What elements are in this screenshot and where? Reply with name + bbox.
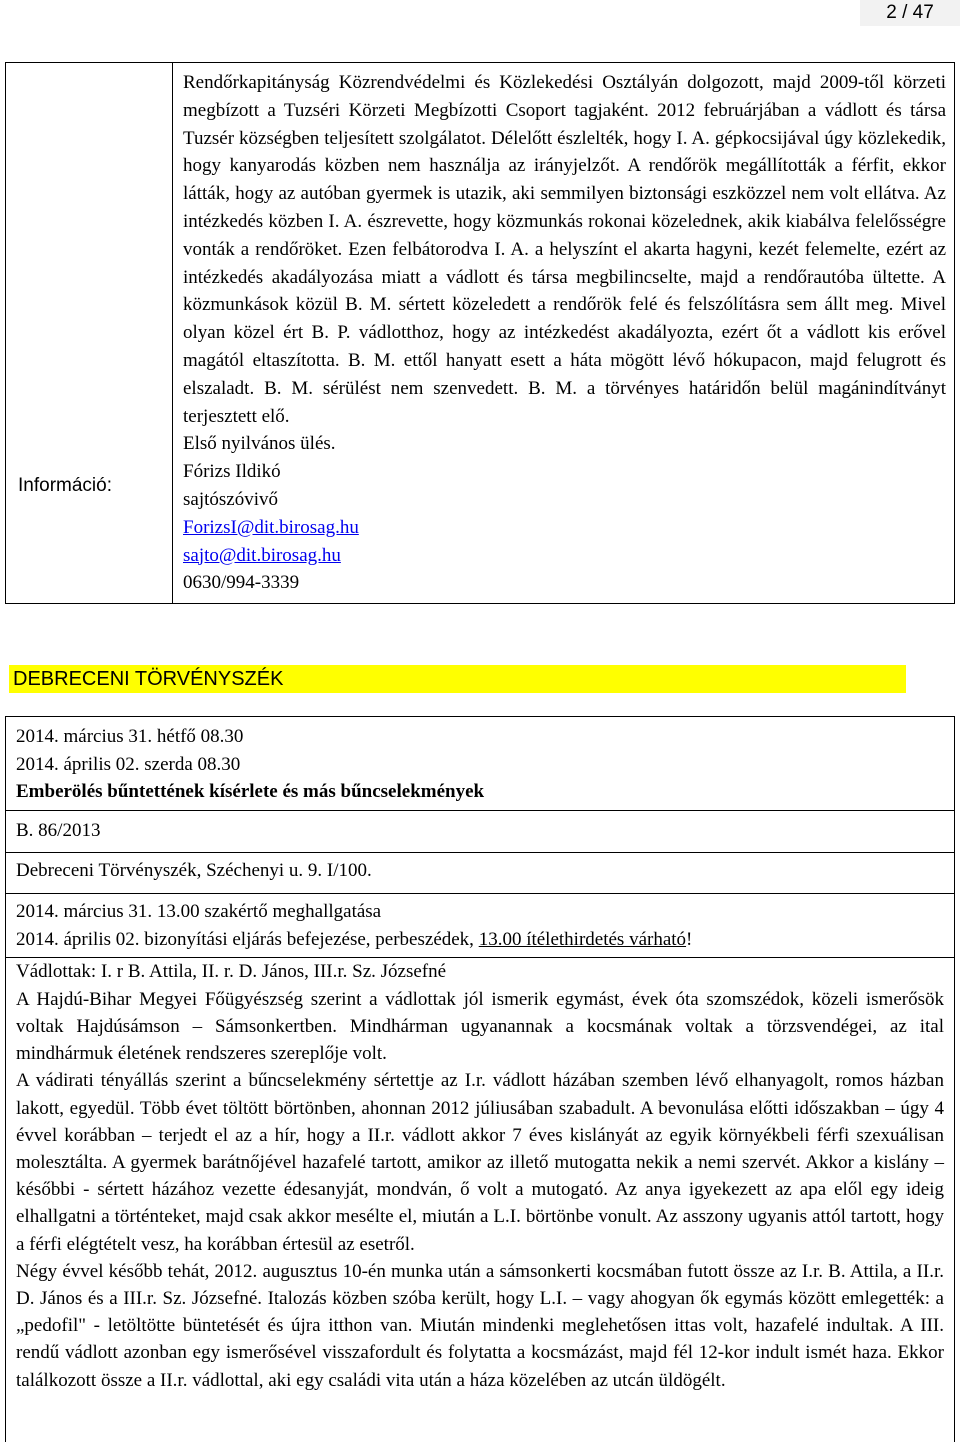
case-date-2: 2014. április 02. szerda 08.30	[16, 753, 241, 775]
contact-role: sajtószóvivő	[183, 488, 278, 510]
court-heading: DEBRECENI TÖRVÉNYSZÉK	[9, 665, 906, 693]
case-date-1: 2014. március 31. hétfő 08.30	[16, 726, 244, 747]
info-description: Rendőrkapitányság Közrendvédelmi és Közlekedési Osztályán dolgozott, majd 2009-től körzeti megbízott a Tuzséri Körzeti Megbízotti Csoport tagjaként. 2012 februárjában a vádlott és társa Tuzsér községben teljesített szolgálatot. Délelőtt észlelték, hogy I. A. gépkocsijával úgy közlekedik, hogy kanyarodás közben nem használja az irányjelzőt. A rendőrök megállították a férfit, ekkor látták, hogy az autóban gyermek is utazik, aki semmilyen biztonsági eszközzel nem volt ellátva. Az intézkedés közben I. A. észrevette, hogy közmunkás rokonai közelednek, akik kiabálva felelősségre vonták a rendőröket. Ezen felbátorodva I. A. a helyszínt el akarta hagyni, kezét felemelte, ezért az intézkedés akadályozása miatt a vádlott és társa megbilincselte, majd a rendőrautóba ültette. A közmunkások közül B. M. sértett közeledett a rendőrök felé és felszólításra sem állt meg. Mivel olyan közel ért B. P. vádlotthoz, hogy az intézkedést akadályozta, ezért őt a vádlott kis erővel magától eltaszította. B. M. ettől hanyatt esett a háta mögött lévő hókupacon, majd felugrott és elszaladt. B. M. sérülést nem szenvedett. B. M. a törvényes határidőn belül magánindítványt terjesztett elő.	[183, 72, 946, 427]
contact-name: Fórizs Ildikó	[183, 461, 281, 483]
case-paragraph-2: A vádirati tényállás szerint a bűncselekmény sértettje az I.r. vádlott házában szemben lévő elhanyagolt, romos házban lakott, egyedül. Több évet töltött börtönben, ahonnan 2012 júliusában szabadult. A bevonulása előtti időszakban – úgy 4 évvel korábban – terjedt el az a hír, hogy a II.r. vádlott akkor 7 éves kislányát az egyik környékbeli férfi szexuálisan molesztálta. A gyermek barátnőjével hazafelé tartott, amikor az illető mutogatta nekik a nemi szervét. Akkor a kislány – későbbi - sértett házához vezette édesanyját, mondván, ő volt a mutogató. Az anya igyekezett az apa elől egy ideig elhallgatni a történteket, majd csak akkor mesélte el, miután a L.I. börtönbe vonult. Az asszony ugyanis attól tartott, hogy a férfi elégtételt vesz, ha korábban értesül az esetről.	[16, 1070, 944, 1255]
info-label: Információ:	[6, 63, 173, 604]
email-link-sajto[interactable]: sajto@dit.birosag.hu	[183, 544, 341, 566]
schedule-2-text: 2014. április 02. bizonyítási eljárás befejezése, perbeszédek,	[16, 928, 479, 950]
case-number: B. 86/2013	[16, 819, 101, 841]
info-table	[5, 62, 955, 604]
schedule-1: 2014. március 31. 13.00 szakértő meghallgatása	[16, 900, 382, 922]
contact-phone: 0630/994-3339	[183, 572, 300, 594]
defendants: Vádlottak: I. r B. Attila, II. r. D. János, III.r. Sz. Józsefné	[16, 961, 447, 983]
schedule-2	[16, 926, 944, 954]
schedule-2-end: !	[686, 928, 693, 950]
case-block	[5, 716, 955, 1442]
case-location: Debreceni Törvényszék, Széchenyi u. 9. I/100.	[16, 860, 372, 882]
page-number: 2 / 47	[860, 0, 960, 26]
hearing-type: Első nyilvános ülés.	[183, 433, 336, 455]
info-body	[173, 63, 955, 604]
case-paragraph-1: A Hajdú-Bihar Megyei Főügyészség szerint a vádlottak jól ismerik egymást, évek óta szomszédok, közeli ismerősök voltak Hajdúsámson – Sámsonkertben. Mindhárman ugyanannak a kocsmának voltak a törzsvendégei, az ital mindhármuk életének rendszeres szereplője volt.	[16, 988, 944, 1065]
case-title: Emberölés bűntettének kísérlete és más bűncselekmények	[16, 781, 485, 803]
verdict-time: 13.00 ítélethirdetés várható	[478, 928, 687, 950]
case-paragraph-3: Négy évvel később tehát, 2012. augusztus 10-én munka után a sámsonkerti kocsmában futott össze az I.r. B. Attila, a II.r. D. János és a III.r. Sz. Józsefné. Italozás közben szóba került, hogy L.I. – vagy ahogyan ők egymás között emlegették: a „pedofil" - letöltötte büntetését és újra itthon van. Miután mindenki meglehetősen ittas volt, hazafelé indultak. A III. rendű vádlott azonban egy ismerősével visszafordult és folytatta a kocsmázást, majd fél 12-kor indult ismét haza. Ekkor találkozott össze a II.r. vádlottal, aki egy családi vita után a háza közelében az utcán üldögélt.	[16, 1260, 944, 1391]
email-link-forizs[interactable]: ForizsI@dit.birosag.hu	[183, 516, 359, 538]
